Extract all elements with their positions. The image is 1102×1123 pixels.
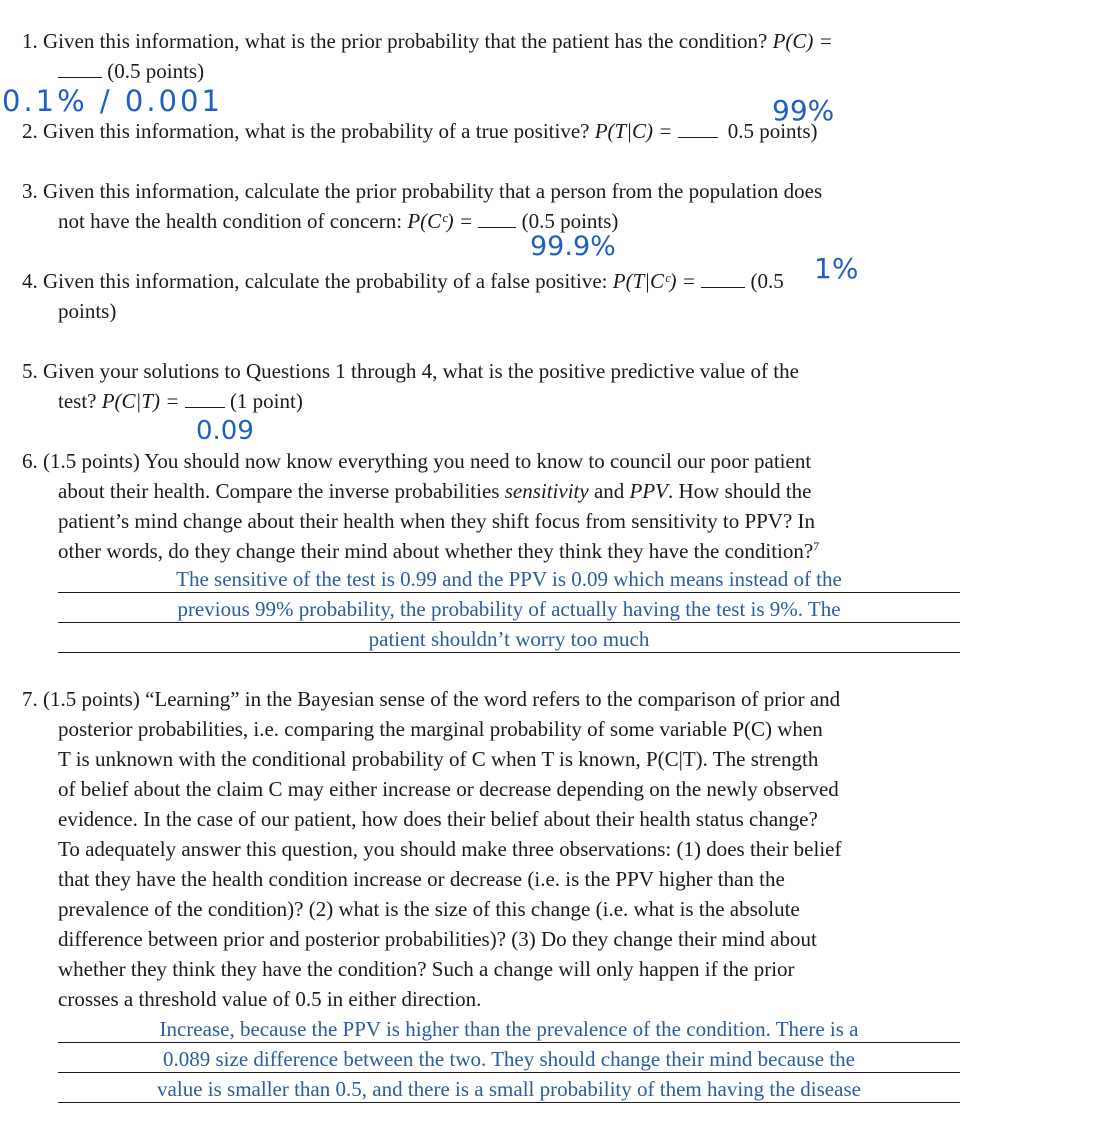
q7-line9 [58, 926, 817, 952]
q5-text1: 5. Given your solutions to Questions 1 through 4, what is the positive predictive value of the [22, 359, 799, 383]
q6-answer-underline2 [58, 622, 960, 623]
q4-math: P(T|Cᶜ) = [612, 269, 696, 293]
q6-answer-line2: previous 99% probability, the probability of actually having the test is 9%. The [177, 597, 841, 621]
q6-text3: patient’s mind change about their health when they shift focus from sensitivity to PPV? In [58, 509, 816, 533]
q4-line1 [22, 268, 784, 294]
q7-text11: crosses a threshold value of 0.5 in either direction. [58, 987, 482, 1011]
q6-text1: 6. (1.5 points) You should now know everything you need to know to council our poor patient [22, 449, 812, 473]
q2-text: 2. Given this information, what is the probability of a true positive? [22, 119, 595, 143]
q6-answer-line1: The sensitive of the test is 0.99 and the PPV is 0.09 which means instead of the [176, 567, 842, 591]
q6-ppv: PPV [629, 479, 668, 503]
q1-text: 1. Given this information, what is the prior probability that the patient has the condition? [22, 29, 773, 53]
q7-line1 [22, 686, 840, 712]
q2-math: P(T|C) = [594, 119, 673, 143]
q3-line1 [22, 178, 822, 204]
q3-text1: 3. Given this information, calculate the prior probability that a person from the population does [22, 179, 823, 203]
q7-line7 [58, 866, 785, 892]
q6-line4 [58, 538, 819, 564]
q7-line8 [58, 896, 800, 922]
q7-text3: T is unknown with the conditional probability of C when T is known, P(C|T). The strength [58, 747, 819, 771]
q7-text4: of belief about the claim C may either increase or decrease depending on the newly observed [58, 777, 839, 801]
q5-math: P(C|T) = [101, 389, 180, 413]
q6-text4: other words, do they change their mind about whether they think they have the condition? [58, 539, 814, 563]
q1-line1 [22, 28, 833, 54]
q6-sensitivity: sensitivity [504, 479, 589, 503]
q3-handwritten-answer: 99.9% [530, 231, 616, 262]
q7-text5: evidence. In the case of our patient, how does their belief about their health status change? [58, 807, 818, 831]
q3-points: (0.5 points) [521, 209, 619, 233]
q5-line1 [22, 358, 799, 384]
q4-points: (0.5 [750, 269, 784, 293]
q7-text9: difference between prior and posterior probabilities)? (3) Do they change their mind about [58, 927, 817, 951]
q6-line3 [58, 508, 815, 534]
q7-text6: To adequately answer this question, you should make three observations: (1) does their belief [58, 837, 842, 861]
q5-handwritten-answer: 0.09 [196, 416, 254, 446]
q7-line3 [58, 746, 818, 772]
q5-blank [185, 389, 225, 408]
q6-text2a: about their health. Compare the inverse probabilities [58, 479, 505, 503]
q7-line2 [58, 716, 823, 742]
q7-text8: prevalence of the condition)? (2) what is the size of this change (i.e. what is the absolute [58, 897, 800, 921]
q7-answer-underline2 [58, 1072, 960, 1073]
q7-text1: 7. (1.5 points) “Learning” in the Bayesian sense of the word refers to the comparison of prior and [22, 687, 841, 711]
q2-points: 0.5 points) [727, 119, 818, 143]
q7-line6 [58, 836, 842, 862]
q1-points: (0.5 points) [107, 59, 205, 83]
q2-blank [678, 119, 718, 138]
q1-math: P(C) = [772, 29, 833, 53]
q7-line4 [58, 776, 839, 802]
q7-answer-line1: Increase, because the PPV is higher than the prevalence of the condition. There is a [159, 1017, 859, 1041]
q7-line10 [58, 956, 795, 982]
q7-answer-underline1 [58, 1042, 960, 1043]
q2-handwritten-answer: 99% [772, 94, 835, 127]
q5-points: (1 point) [229, 389, 303, 413]
q7-line5 [58, 806, 818, 832]
q2-line1 [22, 118, 818, 144]
q6-line2 [58, 478, 812, 504]
q1-handwritten-answer: 0.1% / 0.001 [2, 84, 223, 118]
q3-text2: not have the health condition of concern: [58, 209, 408, 233]
q7-text7: that they have the health condition increase or decrease (i.e. is the PPV higher than the [58, 867, 785, 891]
q4-line2 [58, 298, 116, 324]
q1-line2 [58, 58, 204, 84]
q6-footnote: 7 [813, 539, 820, 553]
q3-math: P(Cᶜ) = [407, 209, 474, 233]
q7-answer-underline3 [58, 1102, 960, 1103]
q4-blank [701, 269, 745, 288]
q6-answer-underline1 [58, 592, 960, 593]
q5-text2: test? [58, 389, 102, 413]
q4-handwritten-answer: 1% [814, 252, 859, 285]
q6-answer-underline3 [58, 652, 960, 653]
q7-answer-line2: 0.089 size difference between the two. They should change their mind because the [163, 1047, 855, 1071]
q6-line1 [22, 448, 811, 474]
q5-line2 [58, 388, 303, 414]
q6-text2b: . How should the [668, 479, 812, 503]
q1-blank [58, 59, 102, 78]
q7-text10: whether they think they have the condition? Such a change will only happen if the prior [58, 957, 795, 981]
q4-text2: points) [58, 299, 117, 323]
q6-and: and [588, 479, 630, 503]
q6-answer-line3: patient shouldn’t worry too much [368, 627, 650, 651]
q3-blank [478, 209, 516, 228]
q7-line11 [58, 986, 481, 1012]
q7-text2: posterior probabilities, i.e. comparing the marginal probability of some variable P(C) when [58, 717, 823, 741]
q7-answer-line3: value is smaller than 0.5, and there is a small probability of them having the disease [157, 1077, 861, 1101]
q4-text: 4. Given this information, calculate the probability of a false positive: [22, 269, 613, 293]
